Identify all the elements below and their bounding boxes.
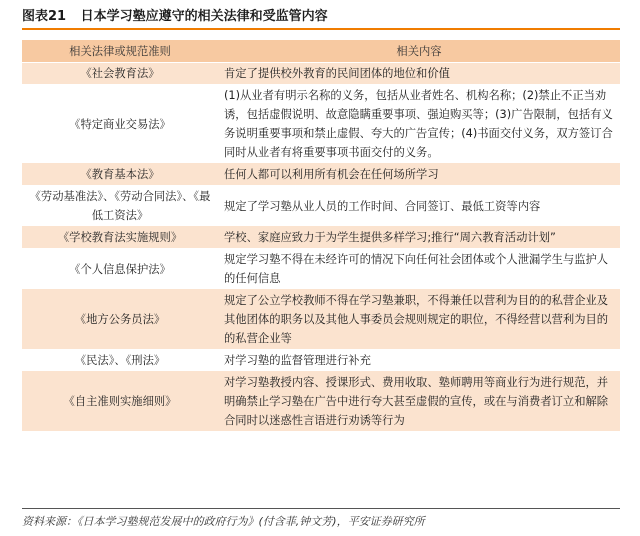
figure-title-bar [22,6,620,30]
figure-title: 日本学习塾应遵守的相关法律和受监管内容 [80,9,328,24]
law-cell: 《劳动基准法》、《劳动合同法》、《最低工资法》 [22,186,218,227]
content-cell: (1)从业者有明示名称的义务，包括从业者姓名、机构名称；(2)禁止不正当劝诱，包括虚假说明、故意隐瞒重要事项、强迫购买等；(3)广告限制，包括有义务说明重要事项和禁止虚假、夸大的广告宣传；(4)书面交付义务，双方签订合同时从业者有将重要事项书面交付的义务。 [218,85,620,164]
law-cell: 《个人信息保护法》 [22,249,218,290]
law-cell: 《教育基本法》 [22,164,218,186]
table-row [22,186,620,227]
law-cell: 《民法》、《刑法》 [22,350,218,372]
law-cell: 《学校教育法实施规则》 [22,227,218,249]
law-cell: 《特定商业交易法》 [22,85,218,164]
table-header-row [22,40,620,63]
header-law: 相关法律或规范准则 [22,40,218,63]
content-cell: 任何人都可以利用所有机会在任何场所学习 [218,164,620,186]
table-row [22,164,620,186]
figure-label: 图表21 [22,9,67,24]
table-row [22,227,620,249]
content-cell: 规定了学习塾从业人员的工作时间、合同签订、最低工资等内容 [218,186,620,227]
content-cell: 肯定了提供校外教育的民间团体的地位和价值 [218,63,620,85]
regulation-table [22,40,620,432]
table-row [22,290,620,350]
table-row [22,372,620,432]
table-row [22,350,620,372]
content-cell: 规定了公立学校教师不得在学习塾兼职，不得兼任以营利为目的的私营企业及其他团体的职务以及其他人事委员会规则规定的职位，不得经营以营利为目的的私营企业等 [218,290,620,350]
table-row [22,63,620,85]
content-cell: 对学习塾的监督管理进行补充 [218,350,620,372]
source-note: 资料来源：《日本学习塾规范发展中的政府行为》(付含菲,钟文芳)，平安证券研究所 [22,508,620,529]
law-cell: 《地方公务员法》 [22,290,218,350]
content-cell: 规定学习塾不得在未经许可的情况下向任何社会团体或个人泄漏学生与监护人的任何信息 [218,249,620,290]
law-cell: 《自主准则实施细则》 [22,372,218,432]
header-content: 相关内容 [218,40,620,63]
content-cell: 学校、家庭应致力于为学生提供多样学习;推行“周六教育活动计划” [218,227,620,249]
content-cell: 对学习塾教授内容、授课形式、费用收取、塾师聘用等商业行为进行规范，并明确禁止学习塾在广告中进行夸大甚至虚假的宣传，或在与消费者订立和解除合同时以迷惑性言语进行劝诱等行为 [218,372,620,432]
law-cell: 《社会教育法》 [22,63,218,85]
table-row [22,249,620,290]
table-row [22,85,620,164]
